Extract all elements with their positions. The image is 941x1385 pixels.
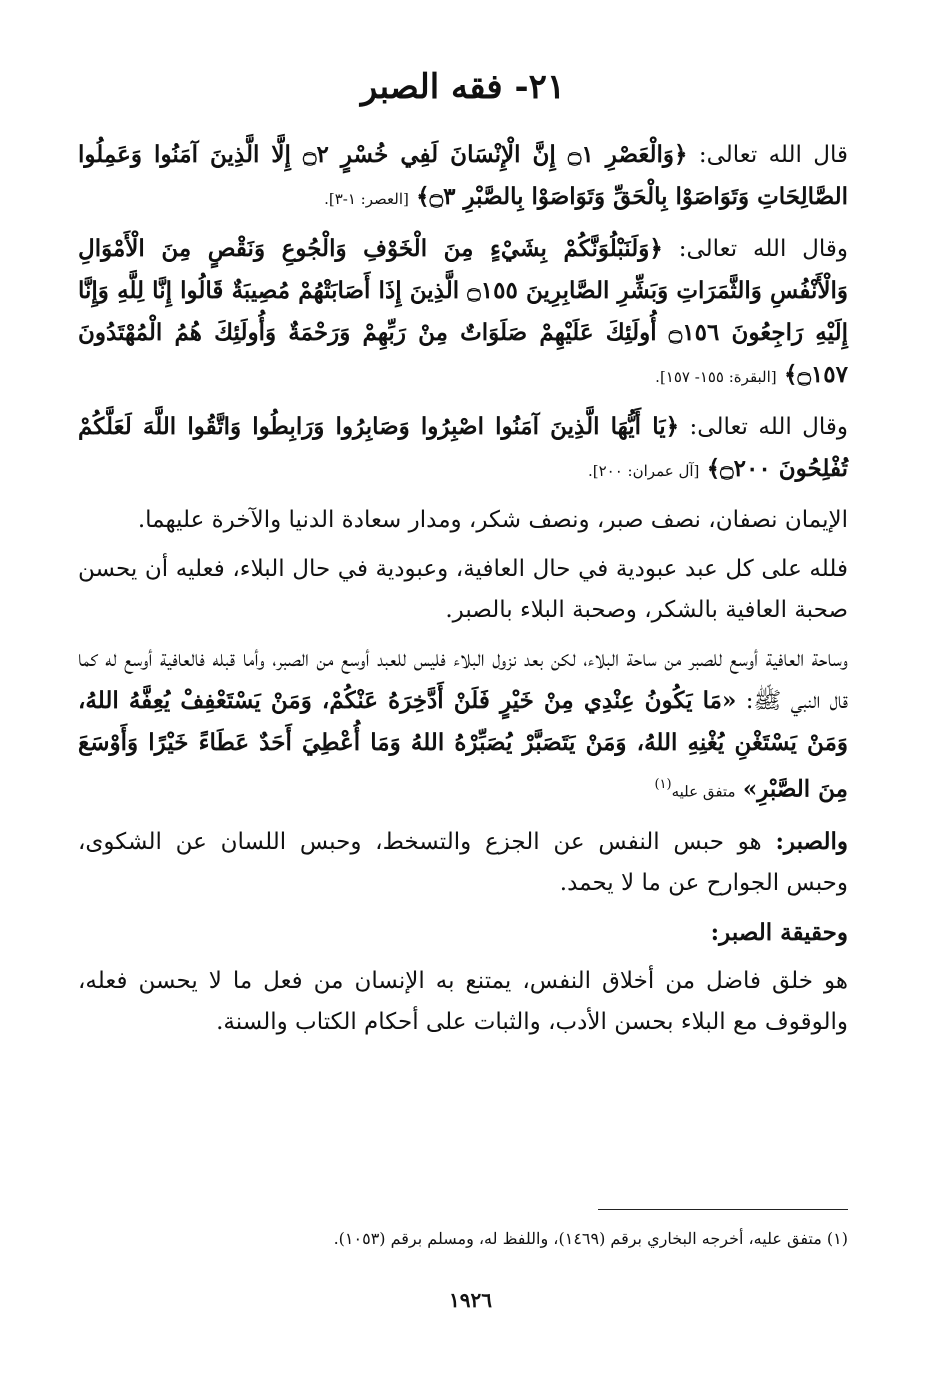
- page-number: ١٩٢٦: [449, 1288, 492, 1312]
- footnote-marker[interactable]: (١): [654, 777, 672, 792]
- quran-verse: ﴿وَالْعَصْرِ ۝١ إِنَّ الْإِنْسَانَ لَفِي خُسْرٍ ۝٢ إِلَّا الَّذِينَ آمَنُوا وَعَمِلُوا الصَّالِحَاتِ وَتَوَاصَوْا بِالْحَقِّ وَتَوَاصَوْا بِالصَّبْرِ ۝٣﴾: [78, 141, 848, 210]
- verse-intro: وقال الله تعالى:: [678, 236, 849, 262]
- hadith-grading: متفق عليه: [671, 782, 736, 801]
- verse-block-2: [78, 228, 848, 398]
- verse-intro: وقال الله تعالى:: [689, 414, 848, 440]
- paragraph-text: وساحة العافية أوسع للصبر من ساحة البلاء، لكن بعد نزول البلاء فليس للعبد أوسع من الصبر، وأما قبله فالعافية أوسع له كما قال النبي ﷺ:: [78, 646, 848, 714]
- verse-reference: [البقرة: ١٥٥- ١٥٧].: [655, 368, 777, 386]
- section-heading: وحقيقة الصبر:: [710, 918, 848, 946]
- verse-block-3: [78, 406, 848, 492]
- quran-verse: ﴿يَا أَيُّهَا الَّذِينَ آمَنُوا اصْبِرُوا وَصَابِرُوا وَرَابِطُوا وَاتَّقُوا اللَّهَ لَعَلَّكُمْ تُفْلِحُونَ ۝٢٠٠﴾: [78, 413, 848, 482]
- definition-text: هو حبس النفس عن الجزع والتسخط، وحبس اللسان عن الشكوى، وحبس الجوارح عن ما لا يحمد.: [78, 828, 848, 896]
- quran-verse: ﴿وَلَنَبْلُوَنَّكُمْ بِشَيْءٍ مِنَ الْخَوْفِ وَالْجُوعِ وَنَقْصٍ مِنَ الْأَمْوَالِ وَالْأَنْفُسِ وَالثَّمَرَاتِ وَبَشِّرِ الصَّابِرِينَ ۝١٥٥ الَّذِينَ إِذَا أَصَابَتْهُمْ مُصِيبَةٌ قَالُوا إِنَّا لِلَّهِ وَإِنَّا إِلَيْهِ رَاجِعُونَ ۝١٥٦ أُولَئِكَ عَلَيْهِمْ صَلَوَاتٌ مِنْ رَبِّهِمْ وَرَحْمَةٌ وَأُولَئِكَ هُمُ الْمُهْتَدُونَ ۝١٥٧﴾: [78, 235, 849, 388]
- verse-reference: [العصر: ١-٣].: [324, 190, 409, 208]
- definition-term: والصبر:: [775, 827, 849, 855]
- paragraph-ubudiyya: فلله على كل عبد عبودية في حال العافية، وعبودية في حال البلاء، فعليه أن يحسن صحبة العافية بالشكر، وصحبة البلاء بالصبر.: [78, 556, 848, 623]
- footnote: (١) متفق عليه، أخرجه البخاري برقم (١٤٦٩)، واللفظ له، ومسلم برقم (١٠٥٣).: [333, 1229, 848, 1248]
- paragraph-hadith: [78, 639, 848, 813]
- hadith-text: «مَا يَكُونُ عِنْدِي مِنْ خَيْرٍ فَلَنْ أَدَّخِرَهُ عَنْكُمْ، وَمَنْ يَسْتَعْفِفْ يُعِفَّهُ اللهُ، وَمَنْ يَسْتَغْنِ يُغْنِهِ اللهُ، وَمَنْ يَتَصَبَّرْ يُصَبِّرْهُ اللهُ وَمَا أُعْطِيَ أَحَدٌ عَطَاءً خَيْرًا وَأَوْسَعَ مِنَ الصَّبْرِ»: [78, 687, 848, 803]
- verse-intro: قال الله تعالى:: [698, 142, 848, 168]
- paragraph-reality: هو خلق فاضل من أخلاق النفس، يمتنع به الإنسان من فعل ما لا يحسن فعله، والوقوف مع البلاء بحسن الأدب، والثبات على أحكام الكتاب والسنة.: [78, 967, 848, 1035]
- paragraph-definition: [78, 821, 848, 904]
- chapter-title: ٢١- فقه الصبر: [360, 67, 566, 107]
- page-body: [78, 62, 848, 1051]
- footnote-divider: [598, 1209, 848, 1210]
- verse-reference: [آل عمران: ٢٠٠].: [587, 462, 700, 480]
- verse-block-1: [78, 134, 848, 220]
- paragraph-iman: الإيمان نصفان، نصف صبر، ونصف شكر، ومدار سعادة الدنيا والآخرة عليهما.: [137, 507, 848, 533]
